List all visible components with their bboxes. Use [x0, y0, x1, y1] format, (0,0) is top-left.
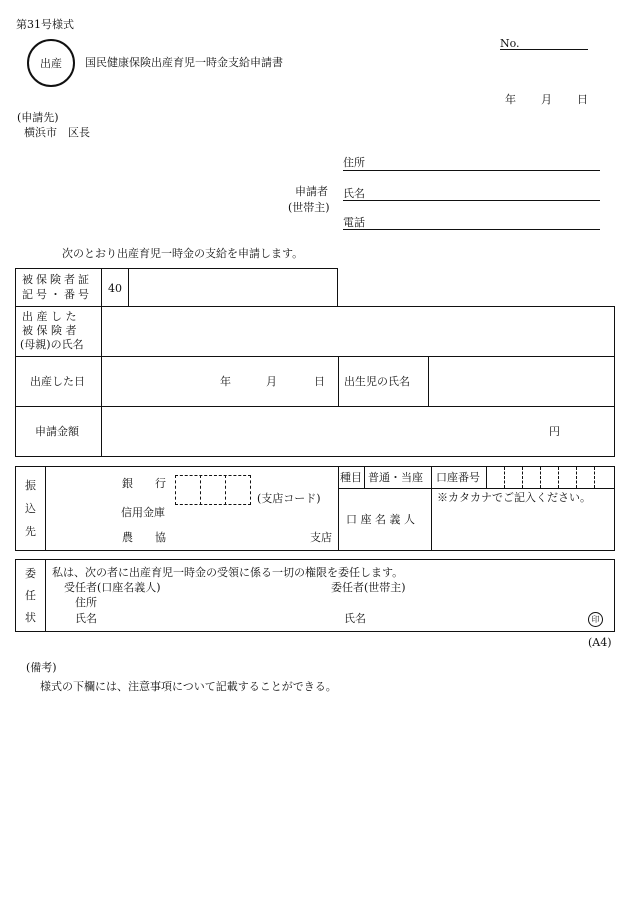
divider — [522, 467, 523, 488]
delegator-name-input[interactable] — [372, 610, 582, 628]
applicant-role-label: 申請者 — [295, 185, 328, 198]
receiver-input[interactable] — [110, 596, 330, 628]
divider — [128, 268, 129, 307]
no-field-line[interactable] — [500, 49, 588, 50]
divider — [338, 466, 339, 551]
addressee-label: (申請先) — [17, 111, 59, 124]
mother-label-3: (母親)の氏名 — [20, 338, 84, 351]
mother-label-2: 被 保 険 者 — [22, 324, 77, 337]
insured-no-input[interactable] — [130, 270, 336, 305]
divider — [338, 488, 615, 489]
divider — [101, 268, 102, 307]
insured-no-label-2: 記号・番号 — [22, 288, 92, 301]
delegation-side-3: 状 — [25, 611, 36, 624]
applicant-phone-label: 電話 — [343, 216, 365, 229]
form-number: 第31号様式 — [16, 18, 74, 31]
seal-mark-icon — [588, 612, 603, 627]
applicant-name-label: 氏名 — [343, 187, 365, 200]
bank-label: 銀 行 — [122, 477, 166, 490]
form-title: 国民健康保険出産育児一時金支給申請書 — [85, 56, 283, 69]
receiver-name-label: 氏名 — [75, 612, 97, 625]
child-name-input[interactable] — [430, 358, 613, 404]
divider — [15, 406, 615, 407]
stamp-label: 出産 — [40, 57, 62, 70]
account-no-label: 口座番号 — [436, 471, 480, 484]
remarks-text: 様式の下欄には、注意事項について記載することができる。 — [40, 680, 337, 693]
insured-no-label-1: 被保険者証 — [22, 273, 92, 286]
paper-size: (A4) — [588, 636, 612, 649]
transfer-side-2: 込 — [25, 502, 36, 515]
delegation-statement: 私は、次の者に出産育児一時金の受領に係る一切の権限を委任します。 — [52, 566, 404, 579]
account-type-value[interactable]: 普通・当座 — [368, 471, 423, 484]
date-day-label: 日 — [577, 93, 588, 106]
child-name-label: 出生児の氏名 — [344, 375, 410, 388]
katakana-note: ※カタカナでご記入ください。 — [437, 491, 591, 504]
branch-code-input[interactable] — [175, 475, 251, 505]
account-type-label: 種目 — [340, 471, 362, 484]
transfer-side-1: 振 — [25, 479, 36, 492]
divider — [45, 466, 46, 551]
amount-label: 申請金額 — [35, 425, 79, 438]
birth-date-label: 出産した日 — [30, 375, 85, 388]
credit-union-label: 信用金庫 — [121, 506, 165, 519]
branch-code-label: (支店コード) — [257, 492, 321, 505]
divider — [576, 467, 577, 488]
applicant-name-line[interactable] — [343, 200, 600, 201]
divider — [101, 306, 102, 457]
divider — [594, 467, 595, 488]
birth-day-label: 日 — [314, 375, 325, 388]
transfer-side-3: 先 — [25, 525, 36, 538]
birth-month-label: 月 — [266, 375, 277, 388]
delegation-side-1: 委 — [25, 567, 36, 580]
mother-label-1: 出 産 し た — [22, 310, 77, 323]
addressee-name: 横浜市 区長 — [24, 126, 90, 139]
delegator-name-label: 氏名 — [344, 612, 366, 625]
divider — [504, 467, 505, 488]
agri-coop-label: 農 協 — [122, 531, 166, 544]
branch-label: 支店 — [310, 531, 332, 544]
divider — [558, 467, 559, 488]
date-month-label: 月 — [541, 93, 552, 106]
amount-unit: 円 — [549, 425, 560, 438]
mother-name-input[interactable] — [103, 308, 613, 354]
amount-input[interactable] — [103, 408, 543, 454]
birth-stamp-circle — [27, 39, 75, 87]
birth-date-input[interactable] — [103, 358, 336, 404]
divider — [428, 356, 429, 406]
receiver-address-label: 住所 — [75, 596, 97, 609]
delegation-side-2: 任 — [25, 589, 36, 602]
remarks-label: (備考) — [26, 661, 57, 674]
divider — [225, 475, 226, 505]
intro-text: 次のとおり出産育児一時金の支給を申請します。 — [62, 247, 304, 260]
insured-no-prefix: 40 — [108, 282, 122, 295]
divider — [338, 356, 339, 406]
date-year-label: 年 — [505, 93, 516, 106]
applicant-address-line[interactable] — [343, 170, 600, 171]
birth-year-label: 年 — [220, 375, 231, 388]
account-holder-label: 口 座 名 義 人 — [346, 513, 415, 526]
applicant-role-sub: (世帯主) — [288, 201, 330, 214]
divider — [486, 466, 487, 488]
divider — [200, 475, 201, 505]
divider — [364, 466, 365, 488]
receiver-label: 受任者(口座名義人) — [64, 581, 161, 594]
applicant-address-label: 住所 — [343, 156, 365, 169]
delegator-label: 委任者(世帯主) — [331, 581, 406, 594]
divider — [15, 356, 615, 357]
seal-label: 印 — [591, 615, 600, 624]
account-holder-input[interactable] — [433, 506, 613, 549]
applicant-phone-line[interactable] — [343, 229, 600, 230]
divider — [431, 466, 432, 551]
divider — [540, 467, 541, 488]
divider — [45, 559, 46, 632]
no-label: No. — [500, 37, 520, 50]
